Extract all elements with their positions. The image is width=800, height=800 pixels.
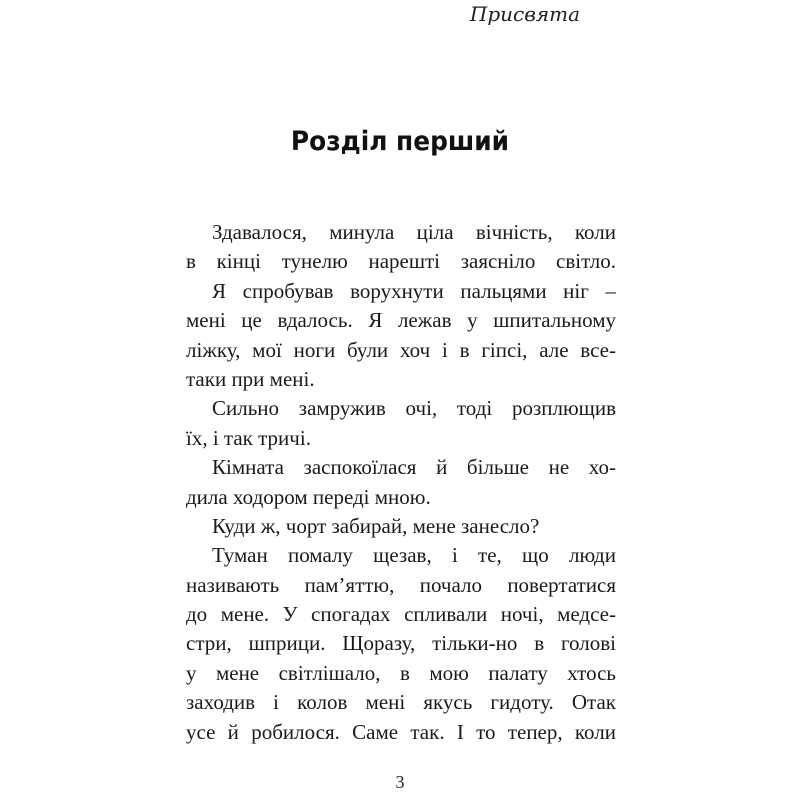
chapter-title: Розділ перший [290, 126, 510, 157]
text-line: дила ходором переді мною. [186, 484, 431, 509]
text-line: мені це вдалось. Я лежав у шпитальному [186, 308, 616, 333]
text-line: таки при мені. [186, 366, 315, 391]
text-line: до мене. У спогадах спливали ночі, медсе- [186, 602, 616, 627]
text-line: Кімната заспокоїлася й більше не хо- [212, 455, 616, 480]
text-line: у мене світлішало, в мою палату хтось [186, 660, 616, 685]
text-line: в кінці тунелю нарешті заясніло світло. [186, 249, 616, 274]
text-line: ліжку, мої ноги були хоч і в гіпсі, але все- [186, 337, 616, 362]
text-line: Я спробував ворухнути пальцями ніг – [212, 278, 616, 303]
text-line: Здавалося, минула ціла вічність, коли [212, 220, 616, 244]
text-line: стри, шприци. Щоразу, тільки-но в голові [186, 631, 616, 656]
text-line: усе й робилося. Саме так. І то тепер, коли [186, 719, 616, 744]
running-header: Присвята [469, 2, 580, 26]
text-line: Туман помалу щезав, і те, що люди [212, 543, 616, 568]
text-line: їх, і так тричі. [186, 425, 311, 450]
page-number: 3 [395, 772, 405, 792]
text-line: Сильно замружив очі, тоді розплющив [212, 396, 616, 421]
text-line: заходив і колов мені якусь гидоту. Отак [186, 690, 616, 715]
text-line: Куди ж, чорт забирай, мене занесло? [212, 513, 540, 538]
text-line: називають пам’яттю, почало повертатися [186, 572, 616, 597]
body-text [186, 218, 616, 747]
